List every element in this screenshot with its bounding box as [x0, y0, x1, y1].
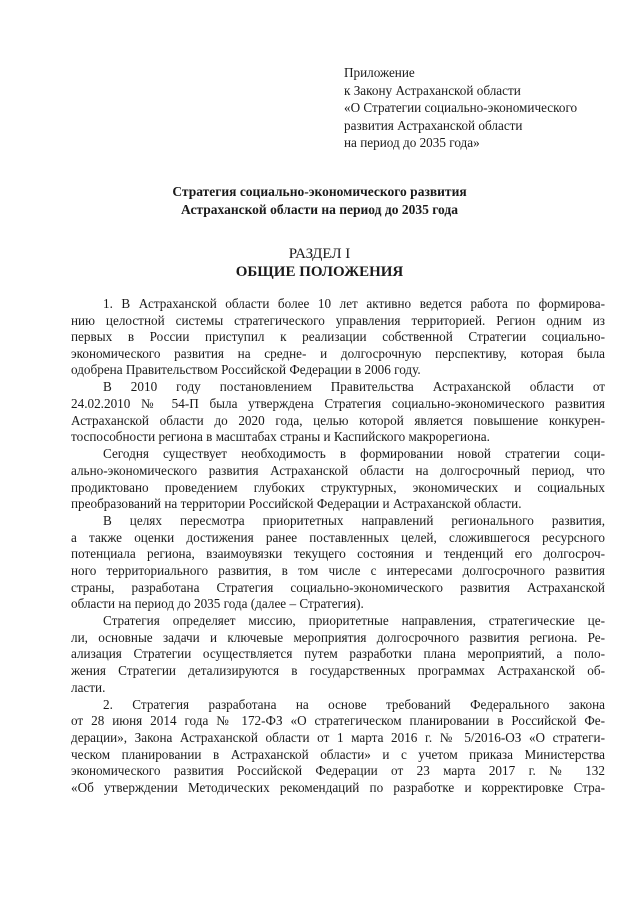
paragraph-line: преобразований на территории Российской Федерации и Астраханской области.: [71, 496, 522, 512]
document-title-line: Астраханской области на период до 2035 года: [181, 201, 458, 217]
paragraph-line: ного территориального развития, в том числе с интересами долгосрочного развития: [71, 563, 605, 578]
appendix-line: «О Стратегии социально-экономического: [344, 100, 578, 115]
section-heading: ОБЩИЕ ПОЛОЖЕНИЯ: [235, 264, 404, 280]
paragraph-line: области на период до 2035 года (далее – Стратегия).: [71, 596, 364, 612]
paragraph-line: ческом планировании в Астраханской области» и с учетом приказа Министерства: [71, 746, 605, 762]
paragraph-line: нию целостной системы стратегического управления территорией. Регион одним из: [71, 312, 605, 328]
paragraph-line: тоспособности региона в масштабах страны и Каспийского макрорегиона.: [71, 429, 490, 445]
paragraph-line: 24.02.2010 № 54-П была утверждена Стратегия социально-экономического развития: [71, 396, 605, 412]
paragraph: [71, 513, 605, 613]
paragraph-line: потенциала региона, взаимоувязки текущего состояния и тенденций его долгосроч-: [71, 546, 605, 562]
paragraph-line: В целях пересмотра приоритетных направлений регионального развития,: [103, 513, 605, 529]
paragraph-line: 1. В Астраханской области более 10 лет активно ведется работа по формирова-: [103, 296, 605, 311]
paragraph-line: одобрена Правительством Российской Федерации в 2006 году.: [71, 362, 421, 378]
paragraph-line: В 2010 году постановлением Правительства Астраханской области от: [103, 379, 605, 395]
paragraph-line: продиктовано проведением глубоких структурных, экономических и социальных: [71, 479, 605, 495]
appendix-line: развития Астраханской области: [344, 117, 523, 133]
paragraph-line: экономического развития Российской Федерации от 23 марта 2017 г. № 132: [71, 763, 605, 779]
paragraph-line: Сегодня существует необходимость в формировании новой стратегии соци-: [103, 446, 605, 462]
appendix-line: Приложение: [344, 65, 415, 80]
paragraph: [71, 379, 605, 445]
paragraph-line: 2. Стратегия разработана на основе требований Федерального закона: [103, 696, 605, 712]
appendix-line: на период до 2035 года»: [344, 135, 480, 150]
paragraph: [71, 697, 605, 797]
document-body: [71, 296, 605, 797]
paragraph: [71, 613, 605, 696]
section-number: РАЗДЕЛ I: [288, 246, 351, 262]
document-title: [0, 183, 639, 218]
paragraph: [71, 446, 605, 512]
paragraph-line: жения Стратегии детализируются в государственных программах Астраханской об-: [71, 663, 605, 679]
paragraph-line: Стратегия определяет миссию, приоритетные направления, стратегические це-: [103, 613, 605, 629]
document-title-line: Стратегия социально-экономического развития: [172, 184, 467, 199]
paragraph-line: страны, разработана Стратегия социально-экономического развития Астраханской: [71, 579, 605, 595]
paragraph-line: «Об утверждении Методических рекомендаций по разработке и корректировке Стра-: [71, 779, 605, 795]
paragraph-line: ли, основные задачи и ключевые мероприятия долгосрочного развития региона. Ре-: [71, 629, 605, 645]
paragraph-line: а также оценки достижения ранее поставленных целей, сложившегося ресурсного: [71, 529, 605, 545]
appendix-line: к Закону Астраханской области: [344, 82, 521, 98]
paragraph-line: ласти.: [71, 679, 106, 695]
paragraph: [71, 296, 605, 379]
paragraph-line: ально-экономического развития Астраханской области на долгосрочный период, что: [71, 462, 605, 478]
paragraph-line: ализация Стратегии осуществляется путем разработки плана мероприятий, а поло-: [71, 646, 605, 662]
paragraph-line: дерации», Закона Астраханской области от 1 марта 2016 г. № 5/2016-ОЗ «О стратеги-: [71, 729, 605, 745]
paragraph-line: от 28 июня 2014 года № 172-ФЗ «О стратегическом планировании в Российской Фе-: [71, 713, 605, 729]
paragraph-line: первых в России приступил к реализации собственной Стратегии социально-: [71, 329, 605, 345]
paragraph-line: Астраханской области до 2020 года, целью которой является повышение конкурен-: [71, 412, 605, 428]
paragraph-line: экономического развития на средне- и долгосрочную перспективу, которая была: [71, 345, 605, 361]
appendix-note: [344, 64, 624, 152]
